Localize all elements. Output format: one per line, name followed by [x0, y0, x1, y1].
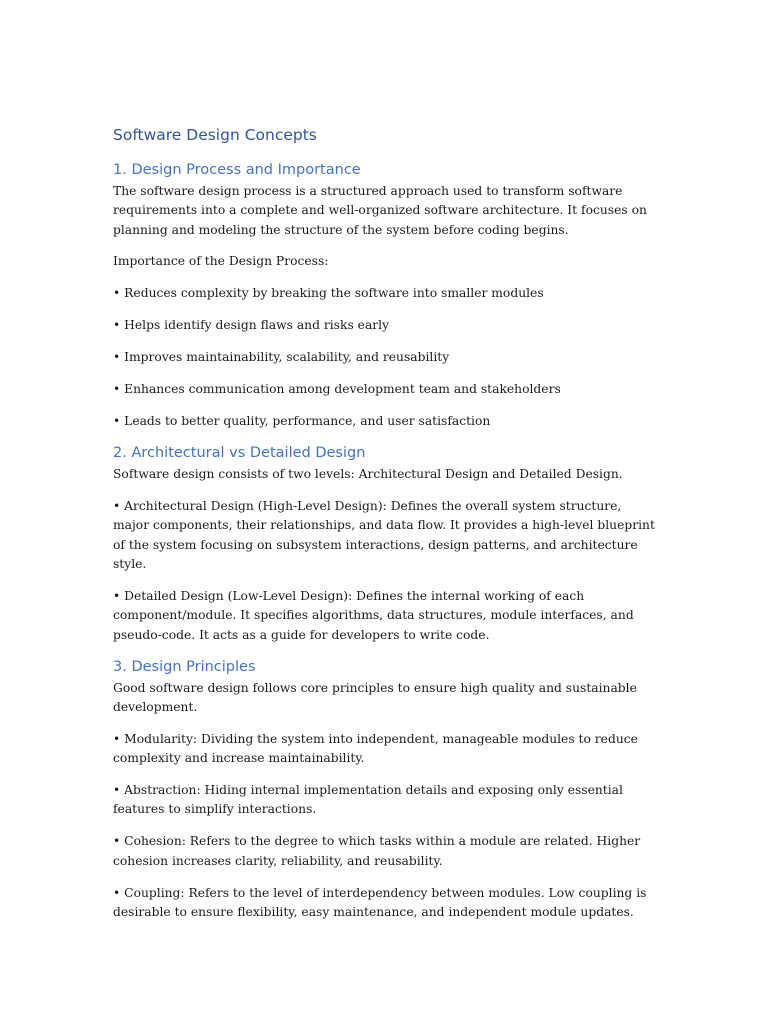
bullet-item: • Architectural Design (High-Level Design): Defines the overall system structure, major components, their relationships, and data flow. It provides a high-level blueprint of the system focusing on subsystem interactions, design patterns, and architecture style.: [113, 499, 655, 572]
paragraph: Good software design follows core principles to ensure high quality and sustainable development.: [113, 680, 637, 715]
bullet-item: • Enhances communication among development team and stakeholders: [113, 382, 561, 397]
section-heading: 1. Design Process and Importance: [113, 162, 361, 178]
section-heading: 2. Architectural vs Detailed Design: [113, 445, 366, 462]
section-design-process: [113, 160, 658, 431]
bullet-item: • Detailed Design (Low-Level Design): Defines the internal working of each component/module. It specifies algorithms, data structures, module interfaces, and pseudo-code. It acts as a guide for developers to write code.: [113, 588, 634, 642]
section-design-principles: [113, 657, 658, 922]
bullet-item: • Cohesion: Refers to the degree to which tasks within a module are related. Higher cohesion increases clarity, reliability, and reusability.: [113, 834, 641, 868]
bullet-item: • Helps identify design flaws and risks early: [113, 318, 390, 333]
bullet-item: • Reduces complexity by breaking the software into smaller modules: [113, 286, 544, 301]
paragraph: Importance of the Design Process:: [113, 254, 329, 269]
bullet-item: • Improves maintainability, scalability, and reusability: [113, 350, 450, 365]
document-title: Software Design Concepts: [113, 126, 317, 144]
bullet-item: • Leads to better quality, performance, and user satisfaction: [113, 413, 491, 428]
bullet-item: • Abstraction: Hiding internal implementation details and exposing only essential features to simplify interactions.: [113, 783, 623, 817]
bullet-item: • Coupling: Refers to the level of interdependency between modules. Low coupling is desirable to ensure flexibility, easy maintenance, and independent module updates.: [113, 885, 647, 919]
paragraph: The software design process is a structured approach used to transform software requirements into a complete and well-organized software architecture. It focuses on planning and modeling the structure of the system before coding begins.: [113, 184, 647, 237]
document-page: [113, 124, 658, 935]
section-heading: 3. Design Principles: [113, 658, 256, 675]
bullet-item: • Modularity: Dividing the system into independent, manageable modules to reduce complexity and increase maintainability.: [113, 731, 638, 766]
section-architectural-vs-detailed: [113, 443, 658, 645]
paragraph: Software design consists of two levels: Architectural Design and Detailed Design.: [113, 467, 623, 482]
